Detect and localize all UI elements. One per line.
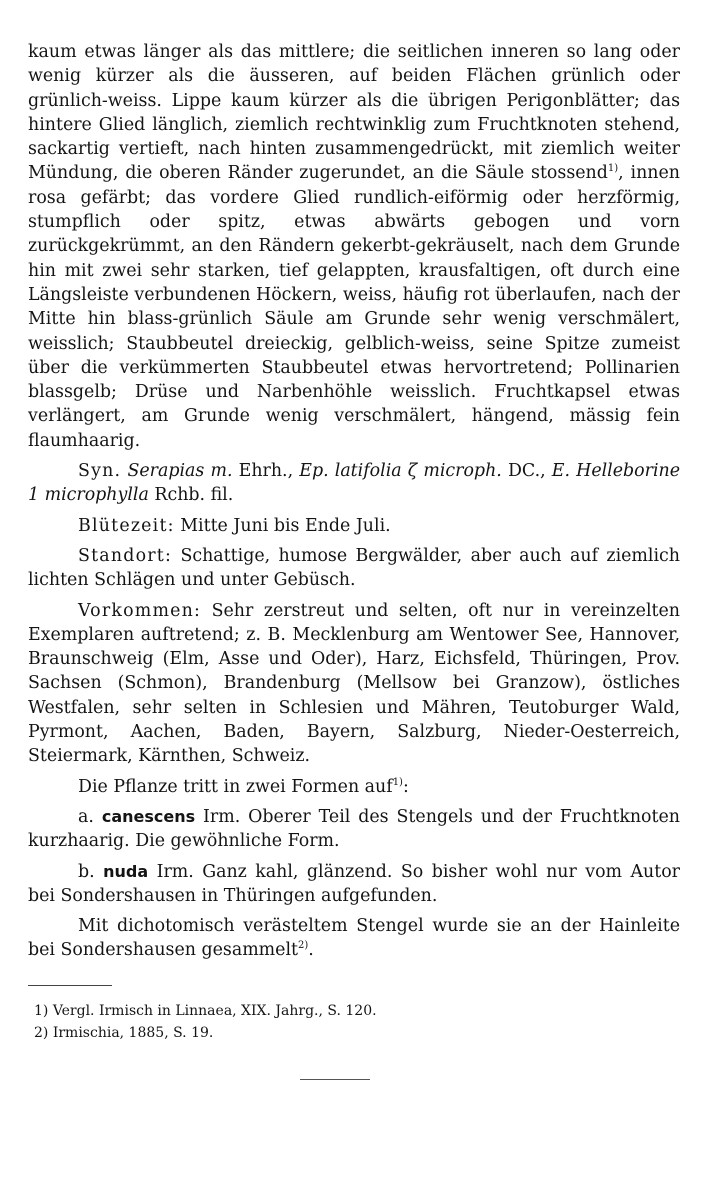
footnote-ref-1: 1) <box>607 163 619 175</box>
footnote-1: 1) Vergl. Irmisch in Linnaea, XIX. Jahrg., S. 120. <box>34 1002 377 1019</box>
form-b-text: Irm. Ganz kahl, glänzend. So bisher wohl nur vom Autor bei Sondershausen in Thüringen aufgefunden. <box>28 861 680 906</box>
vorkommen-text: Sehr zerstreut und selten, oft nur in vereinzelten Exemplaren auftretend; z. B. Mecklenburg am Wentower See, Hannover, Braunschweig (Elm, Asse und Oder), Harz, Eichsfeld, Thüringen, Prov. Sachsen (Schmon), Brandenburg (Mellsow bei Granzow), östliches Westfalen, sehr selten in Schlesien und Mähren, Teutoburger Wald, Pyrmont, Aachen, Baden, Bayern, Salzburg, Nieder-Oesterreich, Steiermark, Kärnthen, Schweiz. <box>28 600 680 767</box>
form-a-paragraph <box>28 805 680 854</box>
syn-author-2: DC., <box>501 461 552 482</box>
standort-label: Standort: <box>78 545 173 566</box>
standort-paragraph <box>28 544 680 593</box>
footnotes <box>28 1000 680 1044</box>
synonyms-paragraph <box>28 459 680 508</box>
final-end: . <box>308 940 314 961</box>
bluetezeit-paragraph <box>28 514 680 538</box>
syn-label: Syn. <box>78 461 122 482</box>
description-text-start: kaum etwas länger als das mittlere; die seitlichen inneren so lang oder wenig kürzer als die äusseren, auf beiden Flächen grünlich oder grünlich-weiss. Lippe kaum kürzer als die übrigen Perigonblätter; das hintere Glied länglich, ziemlich rechtwinklig zum Fruchtknoten stehend, sackartig vertieft, nach hinten zusammengedrückt, mit ziemlich weiter Mündung, die oberen Ränder zugerundet, an die Säule stossend <box>28 42 680 184</box>
bluetezeit-label: Blütezeit: <box>78 515 175 536</box>
form-a-text: Irm. Oberer Teil des Stengels und der Fruchtknoten kurzhaarig. Die gewöhnliche Form. <box>28 806 681 852</box>
description-text-cont: , innen rosa gefärbt; das vordere Glied rundlich-eiförmig oder herzförmig, stumpflich oder spitz, etwas abwärts gebogen und vorn zurückgekrümmt, an den Rändern gekerbt-gekräuselt, nach dem Grunde hin mit zwei sehr starken, tief gelappten, krausfaltigen, oft durch eine Längsleiste verbundenen Höckern, weiss, häufig rot überlaufen, nach der Mitte hin blass-grünlich Säule am Grunde sehr wenig verschmälert, weisslich; Staubbeutel dreieckig, gelblich-weiss, seine Spitze zumeist über die verkümmerten Staubbeutel etwas hervortretend; Pollinarien blassgelb; Drüse und Narbenhöhle weisslich. Fruchtkapsel etwas verlängert, am Grunde wenig verschmälert, hängend, mässig fein flaumhaarig. <box>28 163 680 451</box>
syn-author-1: Ehrh., <box>232 461 300 482</box>
vorkommen-label: Vorkommen: <box>78 600 202 621</box>
document-page <box>28 40 680 1044</box>
footnote-ref-2: 2) <box>298 940 309 952</box>
formen-text: Die Pflanze tritt in zwei Formen auf <box>78 776 393 797</box>
syn-serapias: Serapias m. <box>127 461 233 482</box>
syn-latifolia: Ep. latifolia ζ microph. <box>299 461 502 482</box>
form-a-name: canescens <box>101 806 196 826</box>
form-b-name: nuda <box>103 861 149 881</box>
vorkommen-paragraph <box>28 599 680 769</box>
formen-paragraph <box>28 775 680 799</box>
syn-helleborine: E. Helleborine 1 microphylla <box>28 461 680 506</box>
footnote-ref-1b: 1) <box>392 776 403 788</box>
standort-text: Schattige, humose Bergwälder, aber auch auf ziemlich lichten Schlägen und unter Gebüsch. <box>28 545 680 591</box>
final-paragraph <box>28 914 680 963</box>
final-text: Mit dichotomisch verästeltem Stengel wurde sie an der Hainleite bei Sondershausen gesammelt <box>28 916 680 961</box>
form-b-mark: b. <box>78 861 95 882</box>
form-b-paragraph <box>28 860 680 909</box>
bluetezeit-text: Mitte Juni bis Ende Juli. <box>174 515 391 536</box>
footnote-2: 2) Irmischia, 1885, S. 19. <box>34 1024 214 1041</box>
footnote-divider <box>28 985 112 986</box>
syn-author-3: Rchb. fil. <box>148 485 234 506</box>
form-a-mark: a. <box>78 806 94 827</box>
formen-end: : <box>402 776 409 797</box>
end-divider <box>300 1079 370 1080</box>
description-paragraph <box>28 40 680 453</box>
